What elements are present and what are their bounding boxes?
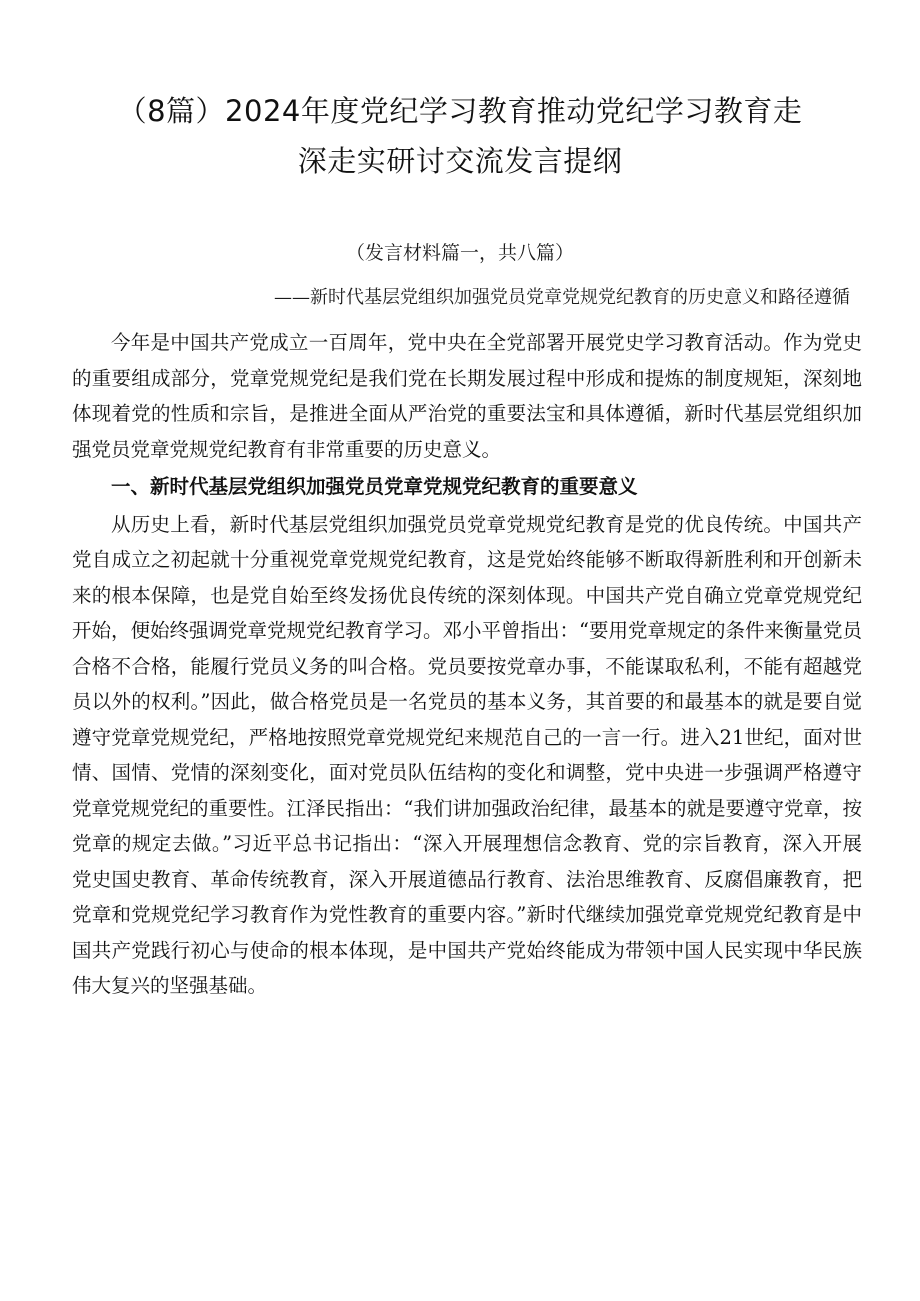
document-title (60, 86, 860, 186)
paragraph-history: 从历史上看，新时代基层党组织加强党员党章党规党纪教育是党的优良传统。中国共产党自成立之初起就十分重视党章党规党纪教育，这是党始终能够不断取得新胜利和开创新未来的根本保障，也是党自始至终发扬优良传统的深刻体现。中国共产党自确立党章党规党纪开始，便始终强调党章党规党纪教育学习。邓小平曾指出：“要用党章规定的条件来衡量党员合格不合格，能履行党员义务的叫合格。党员要按党章办事，不能谋取私利，不能有超越党员以外的权利。”因此，做合格党员是一名党员的基本义务，其首要的和最基本的就是要自觉遵守党章党规党纪，严格地按照党章党规党纪来规范自己的一言一行。进入21世纪，面对世情、国情、党情的深刻变化，面对党员队伍结构的变化和调整，党中央进一步强调严格遵守党章党规党纪的重要性。江泽民指出：“我们讲加强政治纪律，最基本的就是要遵守党章，按党章的规定去做。”习近平总书记指出：“深入开展理想信念教育、党的宗旨教育，深入开展党史国史教育、革命传统教育，深入开展道德品行教育、法治思维教育、反腐倡廉教育，把党章和党规党纪学习教育作为党性教育的重要内容。”新时代继续加强党章党规党纪教育是中国共产党践行初心与使命的根本体现，是中国共产党始终能成为带领中国人民实现中华民族伟大复兴的坚强基础。 (72, 512, 862, 997)
document-title-line-1: （8篇）2024年度党纪学习教育推动党纪学习教育走 (117, 94, 803, 128)
document-title-line-2: 深走实研讨交流发言提纲 (297, 144, 623, 178)
section-heading-1: 一、新时代基层党组织加强党员党章党规党纪教育的重要意义 (111, 475, 638, 498)
paragraph-intro: 今年是中国共产党成立一百周年，党中央在全党部署开展党史学习教育活动。作为党史的重要组成部分，党章党规党纪是我们党在长期发展过程中形成和提炼的制度规矩，深刻地体现着党的性质和宗旨，是推进全面从严治党的重要法宝和具体遵循，新时代基层党组织加强党员党章党规党纪教育有非常重要的历史意义。 (72, 331, 862, 461)
document-subtitle: （发言材料篇一，共八篇） (345, 242, 574, 264)
document-theme-line: ——新时代基层党组织加强党员党章党规党纪教育的历史意义和路径遵循 (274, 287, 850, 308)
document-body (72, 325, 862, 1004)
